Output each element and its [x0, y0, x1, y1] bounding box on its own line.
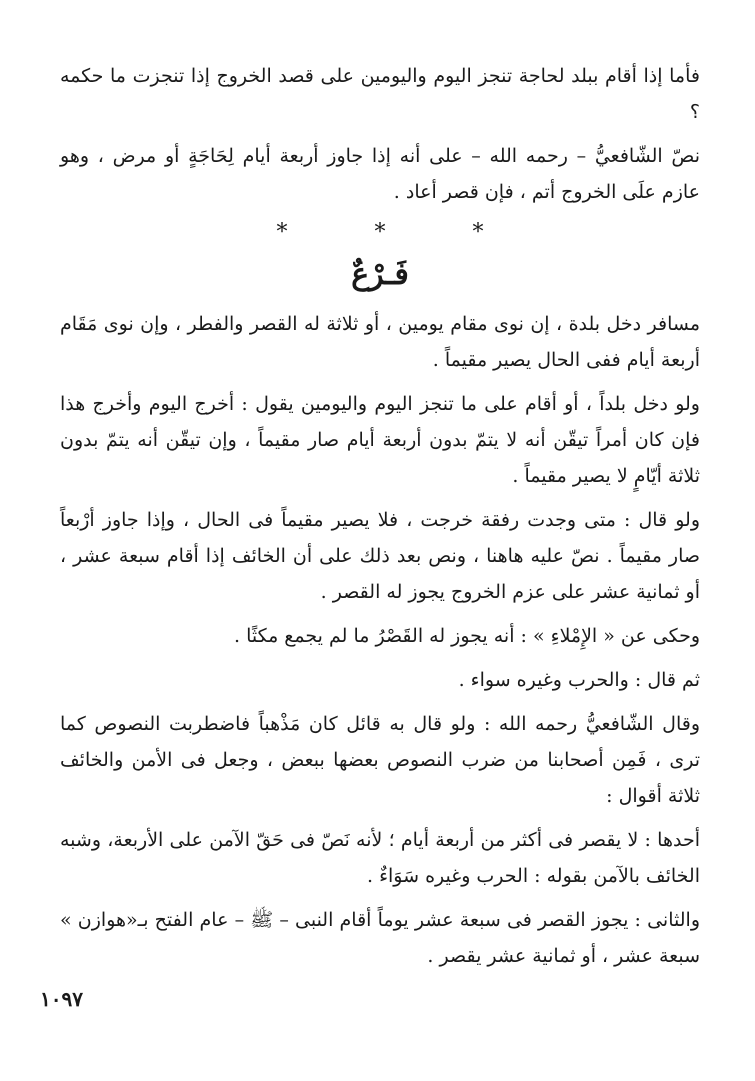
section-heading: فَـرْعٌ — [351, 257, 409, 292]
paragraph: ثم قال : والحرب وغيره سواء . — [458, 669, 700, 691]
page-number: ١٠٩٧ — [40, 987, 83, 1011]
paragraph: فأما إذا أقام ببلد لحاجة تنجز اليوم واليومين على قصد الخروج إذا تنجزت ما حكمه ؟ — [60, 65, 700, 123]
paragraph: ولو دخل بلداً ، أو أقام على ما تنجز اليوم واليومين يقول : أخرج اليوم وأخرج هذا فإن كان أمراً تيقّن أنه لا يتمّ بدون أربعة أيام صار مقيماً ، وإن تيقّن أنه يتمّ بدون ثلاثة أيّامٍ لا يصير مقيماً . — [60, 393, 700, 487]
paragraph: وحكى عن « الإِمْلاءِ » : أنه يجوز له القَصْرُ ما لم يجمع مكثًا . — [233, 625, 700, 647]
page-body — [60, 58, 700, 982]
paragraph: والثانى : يجوز القصر فى سبعة عشر يوماً أقام النبى – ﷺ – عام الفتح بـ«هوازن » سبعة عشر ، أو ثمانية عشر يقصر . — [60, 909, 700, 967]
section-separator: * * * — [276, 220, 524, 245]
paragraph: ولو قال : متى وجدت رفقة خرجت ، فلا يصير مقيماً فى الحال ، وإذا جاوز أرْبعاً صار مقيماً . نصّ عليه هاهنا ، ونص بعد ذلك على أن الخائف إذا أقام سبعة عشر ، أو ثمانية عشر على عزم الخروج يجوز له القصر . — [60, 509, 700, 603]
paragraph: وقال الشّافعيُّ رحمه الله : ولو قال به قائل كان مَذْهباً فاضطربت النصوص كما ترى ، فَمِن أصحابنا من ضرب النصوص بعضها ببعض ، وجعل فى الأمن والخائف ثلاثة أقوال : — [60, 713, 701, 807]
paragraph: أحدها : لا يقصر فى أكثر من أربعة أيام ؛ لأنه نَصّ فى حَقّ الآمن على الأربعة، وشبه الخائف بالآمن بقوله : الحرب وغيره سَوَاءٌ . — [60, 829, 700, 887]
paragraph: مسافر دخل بلدة ، إن نوى مقام يومين ، أو ثلاثة له القصر والفطر ، وإن نوى مَقَام أربعة أيام ففى الحال يصير مقيماً . — [60, 313, 700, 371]
paragraph: نصّ الشّافعيُّ – رحمه الله – على أنه إذا جاوز أربعة أيام لِحَاجَةٍ أو مرض ، وهو عازم علَى الخروج أتم ، فإن قصر أعاد . — [60, 145, 700, 203]
